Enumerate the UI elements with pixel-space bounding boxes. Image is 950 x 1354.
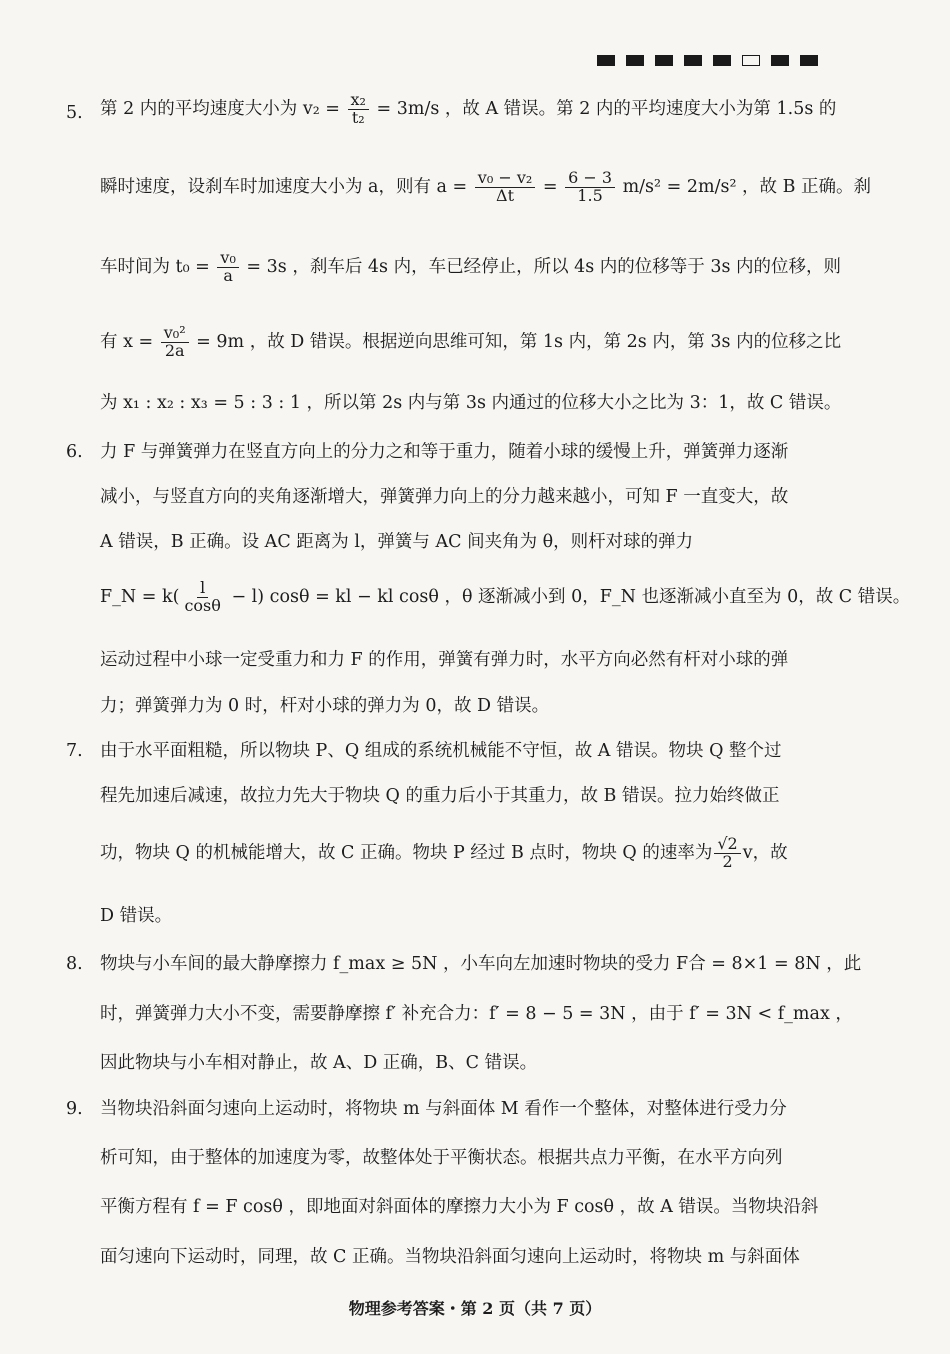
q7-line-2: 程先加速后减速，故拉力先大于物块 Q 的重力后小于其重力，故 B 错误。拉力始终做正 [100,786,780,806]
q9-line-2: 析可知，由于整体的加速度为零，故整体处于平衡状态。根据共点力平衡，在水平方向列 [100,1148,783,1168]
q6-line-4: F_N = k( $\frac{l}{\cos\theta}$ − l) cosθ = kl − kl cosθ ，θ 逐渐减小到 0，F_N 也逐渐减小直至为 0，故 C 错误。 [100,578,911,615]
q5-number: 5. [66,103,83,123]
q5-frac-2: $\frac{\text{v₀ − v₂}}{\Delta t}$ [475,170,535,205]
header-mark [626,55,644,66]
q6-number: 6. [66,442,83,462]
q8-line-1: 物块与小车间的最大静摩擦力 f_max ≥ 5N ，小车向左加速时物块的受力 F合 = 8×1 = 8N ，此 [100,954,862,974]
q5-frac-4: $\frac{\text{v₀}}{a}$ [217,250,238,285]
q8-number: 8. [66,954,83,974]
page-footer: 物理参考答案・第 2 页（共 7 页） [348,1299,602,1318]
q9-number: 9. [66,1099,83,1119]
q5-line-2: 瞬时速度，设刹车时加速度大小为 a，则有 a = $\frac{\text{v₀ − v₂}}{\Delta t}$ = $\frac{6 - 3}{1.5}$ m/s² = 2m/s² ，故 B 正确。刹 [100,168,872,205]
q6-line-2: 减小，与竖直方向的夹角逐渐增大，弹簧弹力向上的分力越来越小，可知 F 一直变大，故 [100,487,789,507]
q5-frac-1: $\frac{\text{x₂}}{\text{t₂}}$ [348,92,369,127]
q8-line-3: 因此物块与小车相对静止，故 A、D 正确，B、C 错误。 [100,1053,538,1073]
header-mark [597,55,615,66]
header-mark [655,55,673,66]
q7-number: 7. [66,741,83,761]
header-mark [713,55,731,66]
q6-line-5: 运动过程中小球一定受重力和力 F 的作用，弹簧有弹力时，水平方向必然有杆对小球的弹 [100,650,789,670]
q7-line-4: D 错误。 [100,906,173,926]
q8-line-2: 时，弹簧弹力大小不变，需要静摩擦 f′ 补充合力：f′ = 8 − 5 = 3N ，由于 f′ = 3N < f_max ， [100,1004,853,1024]
header-mark [771,55,789,66]
header-mark [800,55,818,66]
q5-line-5: 为 x₁ : x₂ : x₃ = 5 : 3 : 1 ，所以第 2s 内与第 3s 内通过的位移大小之比为 3：1，故 C 错误。 [100,393,842,413]
q9-line-3: 平衡方程有 f = F cosθ ，即地面对斜面体的摩擦力大小为 F cosθ ，故 A 错误。当物块沿斜 [100,1197,819,1217]
q6-line-3: A 错误，B 正确。设 AC 距离为 l，弹簧与 AC 间夹角为 θ，则杆对球的弹力 [100,532,694,552]
q5-frac-3: $\frac{6 - 3}{1.5}$ [565,170,615,205]
q7-frac-1: $\frac{√2}{2}$ [714,836,740,871]
header-mark [684,55,702,66]
q5-line-1: 第 2 内的平均速度大小为 v₂ = $\frac{\text{x₂}}{\text{t₂}}$ = 3m/s ，故 A 错误。第 2 内的平均速度大小为第 1.5s 的 [100,90,837,127]
q6-line-1: 力 F 与弹簧弹力在竖直方向上的分力之和等于重力，随着小球的缓慢上升，弹簧弹力逐渐 [100,442,789,462]
q7-line-1: 由于水平面粗糙，所以物块 P、Q 组成的系统机械能不守恒，故 A 错误。物块 Q 整个过 [100,741,782,761]
header-marks [597,55,818,66]
q6-frac-1: $\frac{l}{\cos\theta}$ [184,578,221,615]
q5-line-3: 车时间为 t₀ = $\frac{\text{v₀}}{a}$ = 3s ，刹车后 4s 内，车已经停止，所以 4s 内的位移等于 3s 内的位移，则 [100,248,842,285]
q6-line-6: 力；弹簧弹力为 0 时，杆对小球的弹力为 0，故 D 错误。 [100,696,550,716]
header-mark-hollow [742,55,760,66]
q5-line-4: 有 x = $\frac{\text{v₀²}}{2a}$ = 9m ，故 D 错误。根据逆向思维可知，第 1s 内，第 2s 内，第 3s 内的位移之比 [100,323,842,360]
q5-frac-5: $\frac{\text{v₀²}}{2a}$ [161,325,189,360]
q9-line-4: 面匀速向下运动时，同理，故 C 正确。当物块沿斜面匀速向上运动时，将物块 m 与斜面体 [100,1247,800,1267]
q7-line-3: 功，物块 Q 的机械能增大，故 C 正确。物块 P 经过 B 点时，物块 Q 的速率为 $\frac{√2}{2}$ v，故 [100,834,788,871]
q9-line-1: 当物块沿斜面匀速向上运动时，将物块 m 与斜面体 M 看作一个整体，对整体进行受力分 [100,1099,787,1119]
